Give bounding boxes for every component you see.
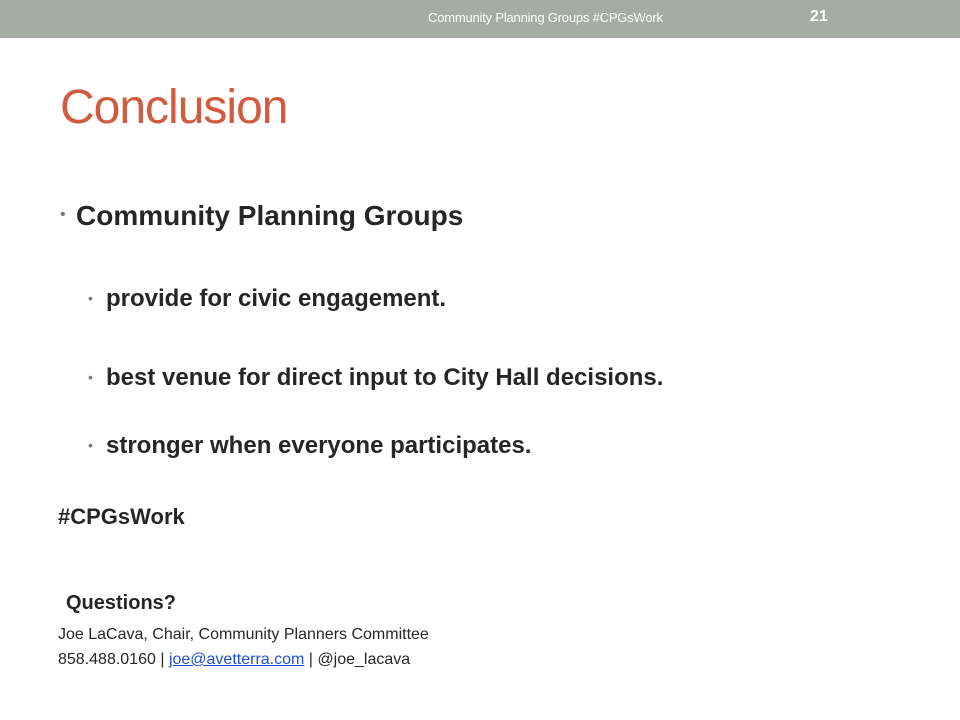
slide-number: 21 [810, 8, 828, 25]
sub-bullet [88, 432, 531, 460]
slide-heading: Conclusion [60, 81, 288, 134]
sub-bullet [88, 364, 663, 392]
questions-label: Questions? [66, 592, 177, 614]
sub-bullet [88, 285, 446, 313]
main-bullet [60, 200, 463, 232]
sub-bullet-text: stronger when everyone participates. [106, 432, 532, 459]
bullet-dot-icon: • [88, 436, 93, 453]
contact-phone: 858.488.0160 [58, 651, 156, 668]
main-bullet-text: Community Planning Groups [76, 200, 464, 231]
header-title: Community Planning Groups #CPGsWork [428, 10, 663, 25]
contact-handle: @joe_lacava [317, 651, 411, 668]
bullet-dot-icon: • [88, 289, 93, 306]
bullet-dot-icon: • [88, 368, 93, 385]
contact-email-link[interactable]: joe@avetterra.com [168, 651, 305, 668]
contact-name-line: Joe LaCava, Chair, Community Planners Committee [58, 626, 429, 643]
hashtag: #CPGsWork [58, 504, 185, 529]
sub-bullet-text: best venue for direct input to City Hall decisions. [106, 364, 664, 391]
contact-separator: | [308, 651, 313, 668]
contact-separator: | [160, 651, 165, 668]
sub-bullet-text: provide for civic engagement. [106, 285, 447, 312]
bullet-dot-icon: • [60, 205, 66, 223]
contact-details-line [58, 651, 410, 669]
header-bar [0, 0, 960, 38]
